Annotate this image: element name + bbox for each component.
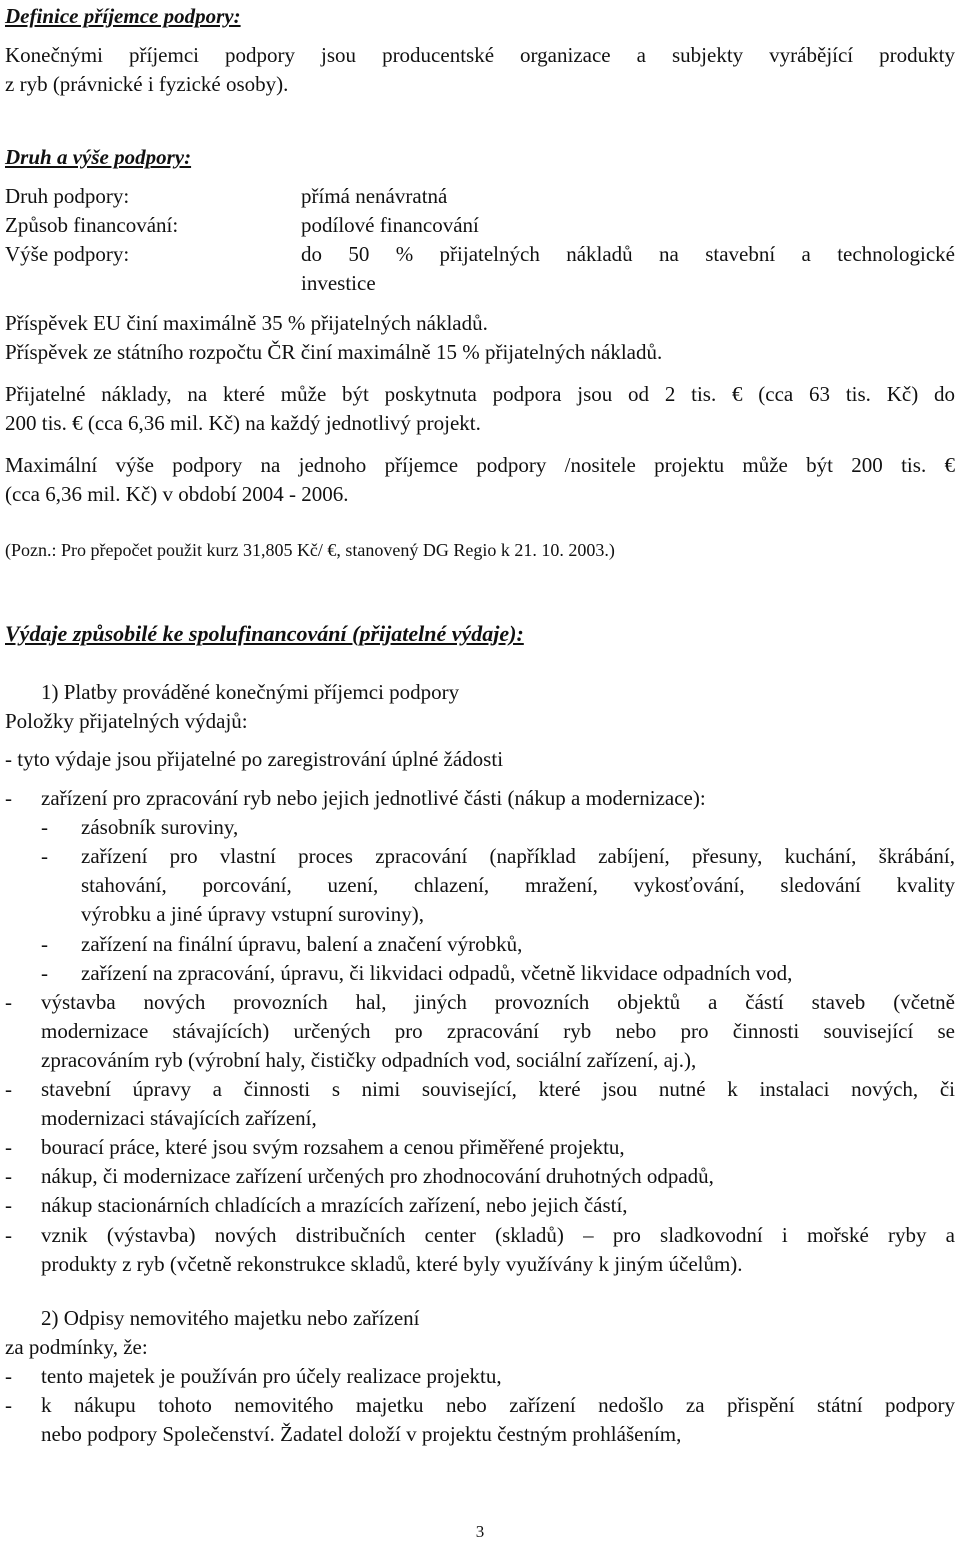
expense-item-line: modernizace stávajících) určených pro zpracování ryb nebo pro činnosti související se [41, 1018, 955, 1043]
bullet-dash: - [41, 960, 48, 985]
bullet-dash: - [5, 786, 12, 810]
podminky-label: za podmínky, že: [5, 1335, 148, 1359]
expense-item-line: výstavba nových provozních hal, jiných provozních objektů a částí staveb (včetně [41, 989, 955, 1014]
druh-label: Druh podpory: [5, 184, 130, 208]
max-line-2: (cca 6,36 mil. Kč) v období 2004 - 2006. [5, 482, 349, 506]
vyse-value: do 50 % přijatelných nákladů na stavební a technologické [301, 242, 955, 266]
bullet-dash: - [41, 931, 48, 956]
bullet-dash: - [5, 989, 12, 1014]
druh-row [0, 182, 960, 211]
bullet-dash: - [5, 1222, 12, 1247]
definice-heading: Definice příjemce podpory: [5, 4, 241, 28]
vyse-label: Výše podpory: [5, 242, 130, 266]
pozn-note: (Pozn.: Pro přepočet použit kurz 31,805 Kč/ €, stanovený DG Regio k 21. 10. 2003.) [5, 540, 615, 560]
naklady-line-1: Přijatelné náklady, na které může být poskytnuta podpora jsou od 2 tis. € (cca 63 tis. Kč) do [5, 382, 955, 406]
tyto-note: - tyto výdaje jsou přijatelné po zaregistrování úplné žádosti [5, 747, 504, 771]
condition-item-line: tento majetek je používán pro účely realizace projektu, [41, 1364, 502, 1388]
bullet-dash: - [41, 844, 48, 869]
definice-line-2: z ryb (právnické i fyzické osoby). [5, 72, 289, 96]
expense-item-line: nákup stacionárních chladících a mrazících zařízení, nebo jejich částí, [41, 1193, 628, 1218]
bullet-dash: - [5, 1193, 12, 1218]
expense-item-line: výrobku a jiné úpravy vstupní suroviny), [81, 902, 424, 927]
expense-item-line: stahování, porcování, uzení, chlazení, mražení, vykosťování, sledování kvality [81, 873, 955, 898]
zpusob-row [0, 211, 960, 240]
expense-item-line: zásobník suroviny, [81, 815, 239, 840]
expense-item-line: produkty z ryb (včetně rekonstrukce skladů, které byly využívány k jiným účelům). [41, 1251, 743, 1276]
expense-item-line: zařízení na finální úpravu, balení a značení výrobků, [81, 931, 523, 956]
expense-item-line: vznik (výstavba) nových distribučních center (skladů) – pro sladkovodní i mořské ryby a [41, 1222, 955, 1247]
vydaje-heading: Výdaje způsobilé ke spolufinancování (přijatelné výdaje): [5, 621, 524, 646]
expense-item-line: modernizaci stávajících zařízení, [41, 1106, 317, 1131]
expense-item-line: zpracováním ryb (výrobní haly, čističky odpadních vod, sociální zařízení, aj.), [41, 1047, 697, 1072]
bullet-dash: - [5, 1364, 12, 1388]
vyse-row-cont [0, 269, 960, 298]
vyse-row [0, 240, 960, 269]
eu-contribution: Příspěvek EU činí maximálně 35 % přijatelných nákladů. [5, 311, 488, 335]
bullet-dash: - [5, 1164, 12, 1189]
expense-item-line: nákup, či modernizace zařízení určených pro zhodnocování druhotných odpadů, [41, 1164, 714, 1189]
cr-contribution: Příspěvek ze státního rozpočtu ČR činí maximálně 15 % přijatelných nákladů. [5, 340, 663, 364]
bullet-dash: - [5, 1135, 12, 1160]
zpusob-label: Způsob financování: [5, 213, 179, 237]
expense-item-line: bourací práce, které jsou svým rozsahem a cenou přiměřené projektu, [41, 1135, 625, 1160]
point-1: 1) Platby prováděné konečnými příjemci podpory [41, 680, 460, 704]
bullet-dash: - [5, 1077, 12, 1101]
expense-item-line: zařízení na zpracování, úpravu, či likvidaci odpadů, včetně likvidace odpadních vod, [81, 960, 793, 985]
expense-item-line: stavební úpravy a činnosti s nimi související, které jsou nutné k instalaci nových, či [41, 1077, 955, 1101]
druh-value: přímá nenávratná [301, 184, 448, 208]
definice-line-1: Konečnými příjemci podpory jsou producentské organizace a subjekty vyrábějící produkty [5, 43, 955, 67]
expense-item-line: zařízení pro vlastní proces zpracování (například zabíjení, přesuny, kuchání, škrábání, [81, 844, 955, 869]
condition-item-line: nebo podpory Společenství. Žadatel doloží v projektu čestným prohlášením, [41, 1422, 682, 1446]
zpusob-value: podílové financování [301, 213, 479, 237]
expense-item-line: zařízení pro zpracování ryb nebo jejich jednotlivé části (nákup a modernizace): [41, 786, 706, 810]
point-2: 2) Odpisy nemovitého majetku nebo zařízení [41, 1306, 420, 1330]
bullet-dash: - [41, 815, 48, 840]
max-line-1: Maximální výše podpory na jednoho příjemce podpory /nositele projektu může být 200 tis. € [5, 453, 955, 477]
condition-item-line: k nákupu tohoto nemovitého majetku nebo zařízení nedošlo za přispění státní podpory [41, 1393, 955, 1417]
druh-heading: Druh a výše podpory: [5, 145, 192, 169]
bullet-dash: - [5, 1393, 12, 1417]
vyse-value-cont: investice [301, 271, 376, 295]
page-number: 3 [475, 1522, 485, 1541]
naklady-line-2: 200 tis. € (cca 6,36 mil. Kč) na každý jednotlivý projekt. [5, 411, 481, 435]
polozky-label: Položky přijatelných výdajů: [5, 709, 248, 733]
